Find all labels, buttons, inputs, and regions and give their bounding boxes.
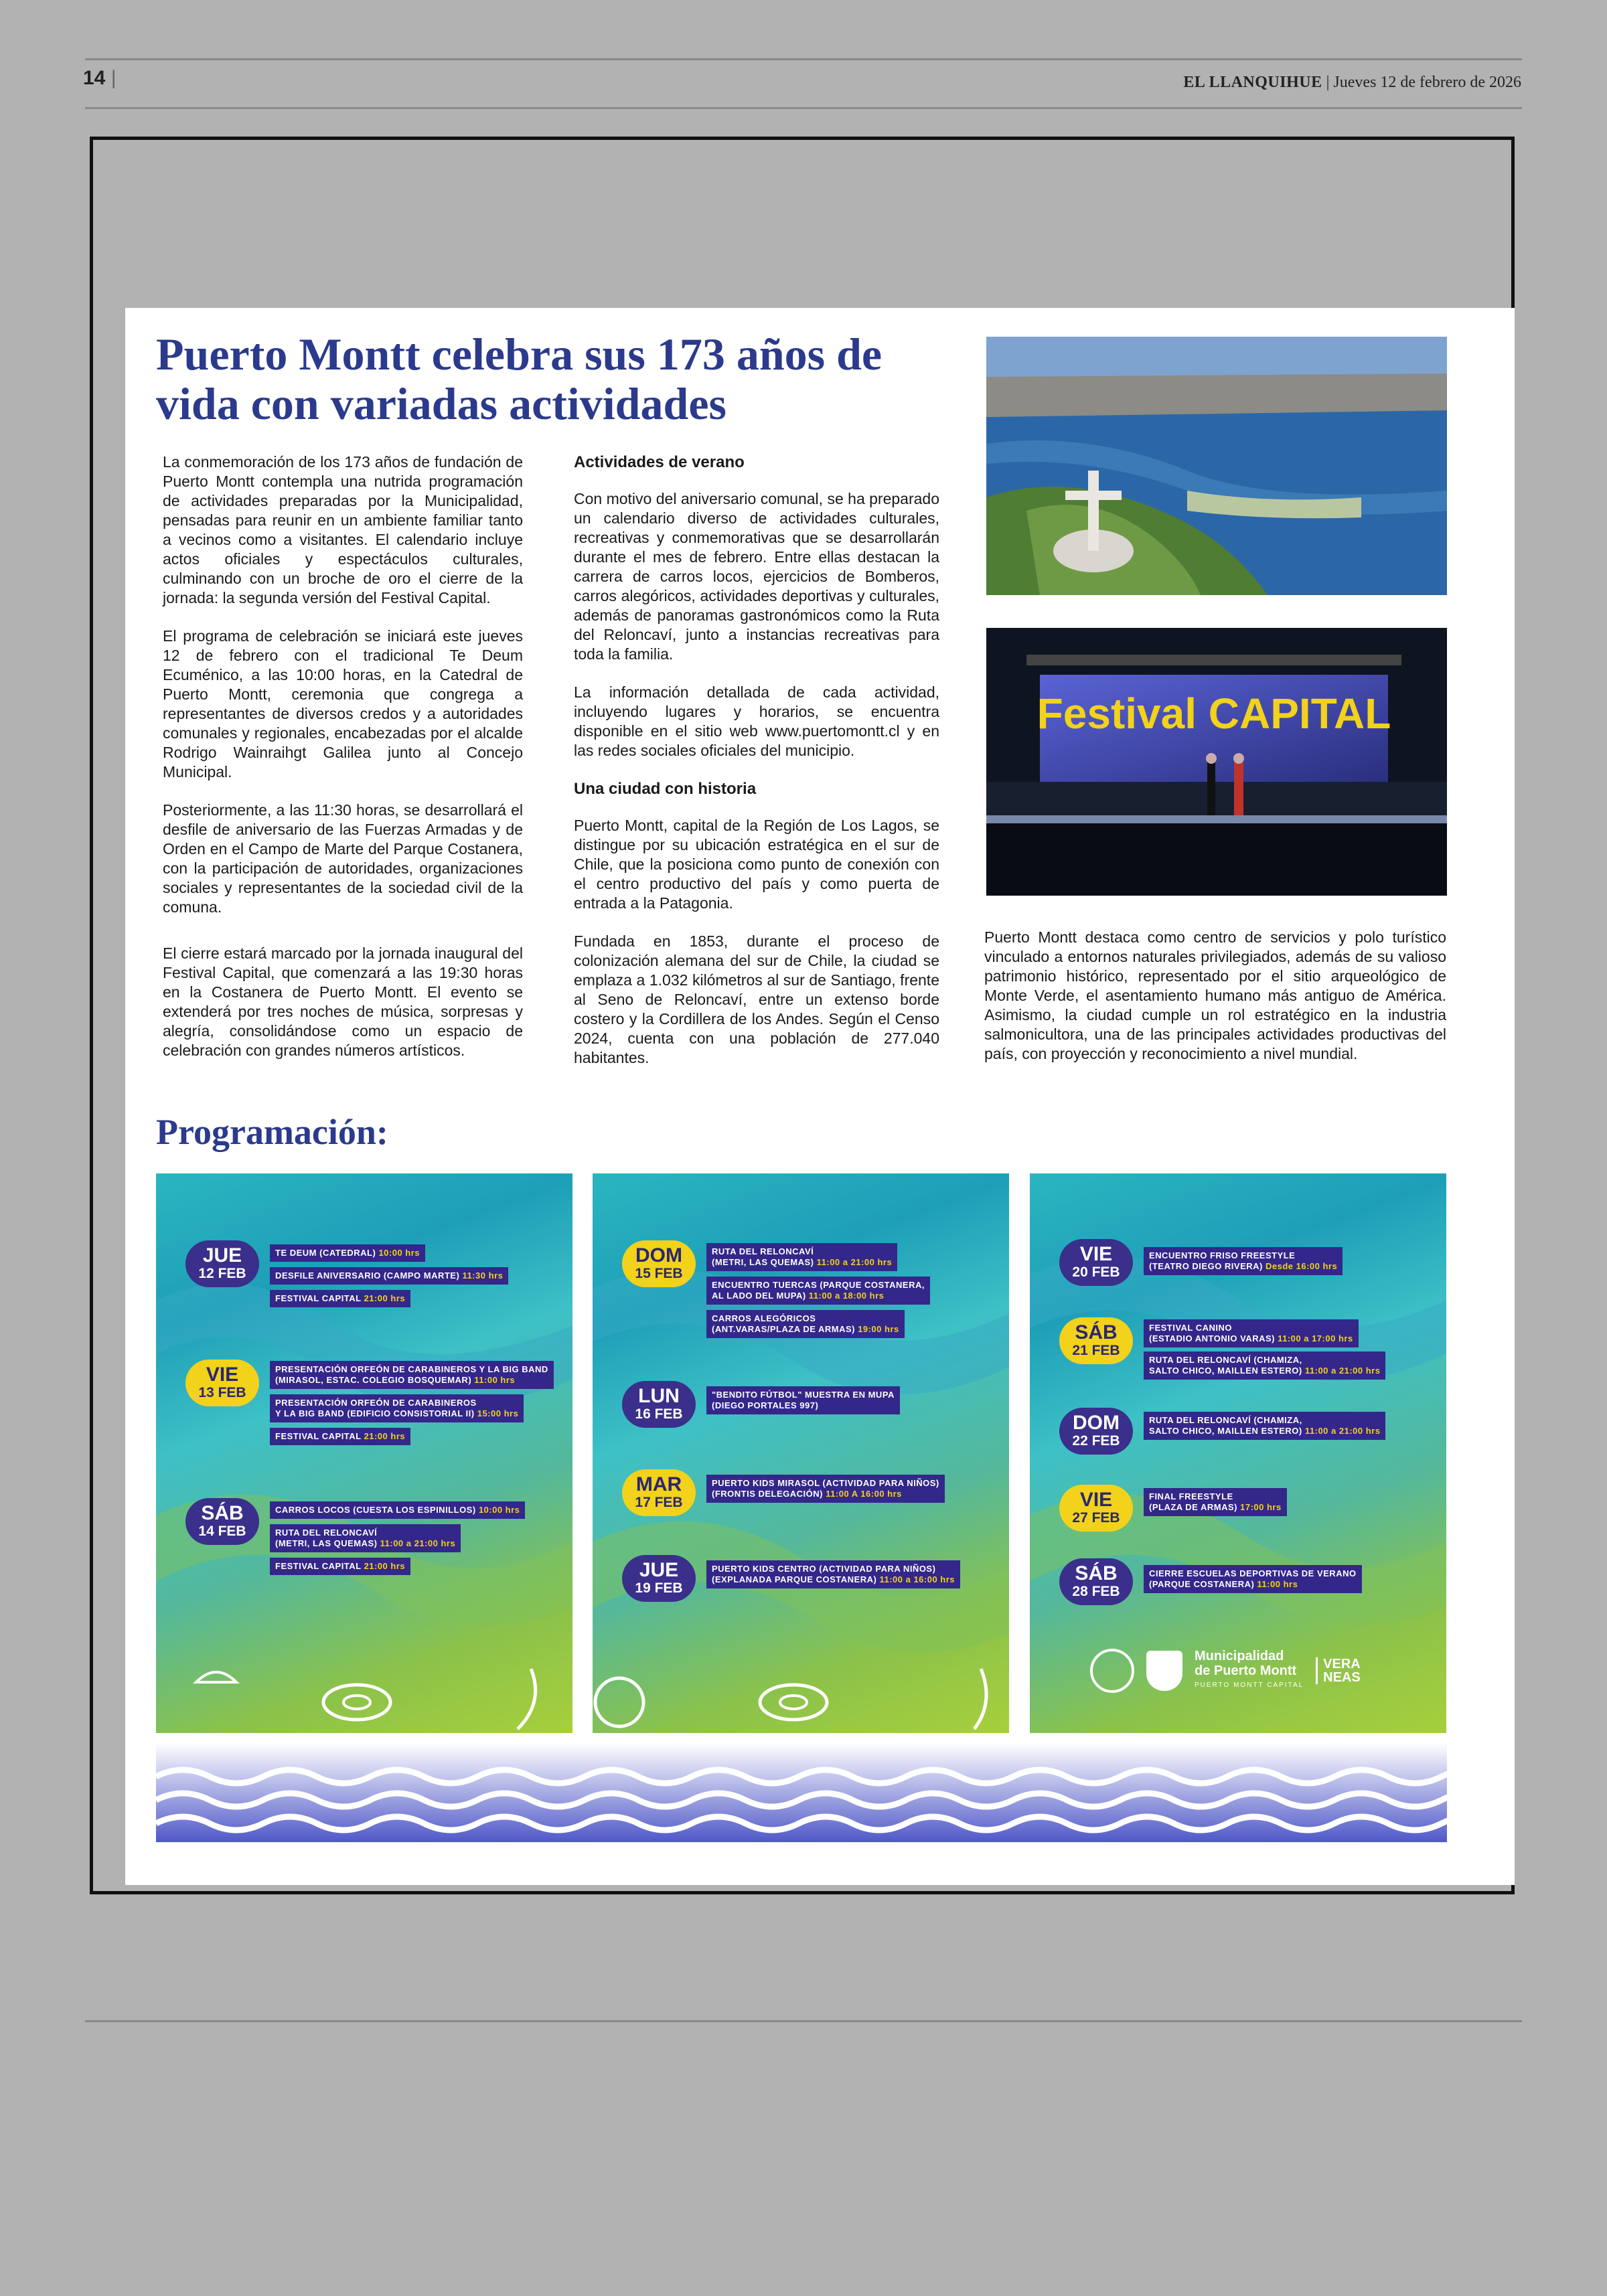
event-tag: FINAL FREESTYLE (PLAZA DE ARMAS) 17:00 hrs <box>1144 1488 1287 1516</box>
headline: Puerto Montt celebra sus 173 años de vida con variadas actividades <box>156 329 883 429</box>
day-badge: LUN 16 FEB <box>622 1381 696 1428</box>
program-poster-3 <box>1030 1173 1446 1733</box>
page-number: 14 | <box>83 67 117 89</box>
day-badge: SÁB 21 FEB <box>1059 1317 1133 1364</box>
event-tag: CIERRE ESCUELAS DEPORTIVAS DE VERANO (PARQUE COSTANERA) 11:00 hrs <box>1144 1565 1362 1593</box>
program-poster-1 <box>156 1173 572 1733</box>
paragraph: Fundada en 1853, durante el proceso de colonización alemana del sur de Chile, la ciudad se emplaza a 1.032 kilómetros al sur de Santiago, frente al Seno de Reloncaví, entre un extenso borde costero y la Cordillera de los Andes. Según el Censo 2024, cuenta con una población de 277.040 habitantes. <box>574 932 939 1066</box>
event-tag: ENCUENTRO TUERCAS (PARQUE COSTANERA, AL LADO DEL MUPA) 11:00 a 18:00 hrs <box>706 1277 930 1305</box>
footer-rule <box>85 2020 1522 2022</box>
programacion-title: Programación: <box>156 1112 388 1152</box>
day-badge: JUE 19 FEB <box>622 1555 696 1602</box>
day-badge: VIE 13 FEB <box>185 1360 259 1406</box>
newspaper-name: EL LLANQUIHUE <box>1183 74 1322 91</box>
event-tag: FESTIVAL CAPITAL 21:00 hrs <box>270 1428 410 1445</box>
event-tag: RUTA DEL RELONCAVÍ (CHAMIZA, SALTO CHICO, MAILLEN ESTERO) 11:00 a 21:00 hrs <box>1144 1412 1385 1440</box>
event-tag: CARROS LOCOS (CUESTA LOS ESPINILLOS) 10:00 hrs <box>270 1501 525 1519</box>
event-tag: DESFILE ANIVERSARIO (CAMPO MARTE) 11:30 hrs <box>270 1267 508 1285</box>
event-tag: RUTA DEL RELONCAVÍ (CHAMIZA, SALTO CHICO, MAILLEN ESTERO) 11:00 a 21:00 hrs <box>1144 1351 1385 1380</box>
municipalidad-logo-text: Municipalidad de Puerto Montt PUERTO MONTT CAPITAL <box>1195 1649 1304 1689</box>
day-badge: MAR 17 FEB <box>622 1469 696 1516</box>
photo-festival-stage <box>986 628 1447 896</box>
day-badge: SÁB 28 FEB <box>1059 1558 1133 1605</box>
paragraph: La conmemoración de los 173 años de fundación de Puerto Montt contempla una nutrida programación de actividades preparadas por la Municipalidad, pensadas para reunir en un ambiente familiar tanto a vecinos como a visitantes. El calendario incluye actos oficiales y espectáculos culturales, culminando con un broche de oro el cierre de la jornada: la segunda versión del Festival Capital. <box>163 453 523 606</box>
paragraph: El programa de celebración se iniciará este jueves 12 de febrero con el tradicional Te Deum Ecuménico, a las 10:00 horas, en la Catedral de Puerto Montt, ceremonia que congrega a representantes de diversos credos y a autoridades comunales y regionales, encabezadas por el alcalde Rodrigo Wainraihgt Galilea junto al Concejo Municipal. <box>163 627 523 781</box>
stage-sign: Festival CAPITAL <box>1037 689 1391 738</box>
sponsor-logos <box>1090 1649 1361 1693</box>
veraneas-logo: VERA NEAS <box>1316 1657 1361 1684</box>
article-column-3 <box>984 928 1446 1082</box>
masthead <box>1183 74 1521 92</box>
event-tag: "BENDITO FÚTBOL" MUESTRA EN MUPA (DIEGO PORTALES 997) <box>706 1386 900 1414</box>
paragraph: Con motivo del aniversario comunal, se ha preparado un calendario diverso de actividades culturales, recreativas y conmemorativas que se desarrollarán durante el mes de febrero. Entre ellas destacan la carrera de carros locos, ejercicios de Bomberos, carros alegóricos, actividades deportivas y culturales, además de panoramas gastronómicos como la Ruta del Reloncaví, junto a instancias recreativas para toda la familia. <box>574 490 939 663</box>
day-badge: VIE 27 FEB <box>1059 1485 1133 1532</box>
subheading-historia: Una ciudad con historia <box>574 780 757 798</box>
event-tag: FESTIVAL CAPITAL 21:00 hrs <box>270 1290 410 1307</box>
paragraph: La información detallada de cada actividad, incluyendo lugares y horarios, se encuentra disponible en el sitio web www.puertomontt.cl y en las redes sociales oficiales del municipio. <box>574 683 939 759</box>
day-badge: JUE 12 FEB <box>185 1240 259 1287</box>
day-badge: VIE 20 FEB <box>1059 1239 1133 1286</box>
paragraph: El cierre estará marcado por la jornada inaugural del Festival Capital, que comenzará a las 19:30 horas en la Costanera de Puerto Montt. El evento se extenderá por tres noches de música, sorpresas y alegría, consolidándose como un espacio de celebración con grandes números artísticos. <box>163 945 523 1059</box>
day-badge: DOM 22 FEB <box>1059 1408 1133 1455</box>
event-tag: PRESENTACIÓN ORFEÓN DE CARABINEROS Y LA BIG BAND (MIRASOL, ESTAC. COLEGIO BOSQUEMAR) 11:00 hrs <box>270 1361 554 1389</box>
publication-date: Jueves 12 de febrero de 2026 <box>1333 74 1521 91</box>
municipal-seal-icon <box>1090 1649 1134 1693</box>
event-tag: FESTIVAL CANINO (ESTADIO ANTONIO VARAS) 11:00 a 17:00 hrs <box>1144 1319 1359 1347</box>
event-tag: PRESENTACIÓN ORFEÓN DE CARABINEROS Y LA BIG BAND (EDIFICIO CONSISTORIAL II) 15:00 hrs <box>270 1394 524 1422</box>
event-tag: PUERTO KIDS CENTRO (ACTIVIDAD PARA NIÑOS) (EXPLANADA PARQUE COSTANERA) 11:00 a 16:00 hrs <box>706 1560 960 1588</box>
event-tag: FESTIVAL CAPITAL 21:00 hrs <box>270 1558 410 1575</box>
paragraph: Puerto Montt, capital de la Región de Los Lagos, se distingue por su ubicación estratégica en el sur de Chile, que la posiciona como punto de conexión con el centro productivo del país y como puerta de entrada a la Patagonia. <box>574 817 939 912</box>
article-column-2 <box>574 453 939 1086</box>
paragraph: Puerto Montt destaca como centro de servicios y polo turístico vinculado a entornos naturales privilegiados, además de su valioso patrimonio histórico, representado por el sitio arqueológico de Monte Verde, el asentamiento humano más antiguo de América. Asimismo, la ciudad cumple un rol estratégico en la industria salmonicultora, una de las principales actividades productivas del país, con proyección y reconocimiento a nivel mundial. <box>984 928 1446 1062</box>
event-tag: CARROS ALEGÓRICOS (ANT.VARAS/PLAZA DE ARMAS) 19:00 hrs <box>706 1310 905 1338</box>
decorative-wave-band <box>156 1743 1447 1842</box>
paragraph: Posteriormente, a las 11:30 horas, se desarrollará el desfile de aniversario de las Fuerzas Armadas y de Orden en el Campo de Marte del Parque Costanera, con la participación de autoridades, organizaciones sociales y representantes de la sociedad civil de la comuna. <box>163 801 523 916</box>
masthead-separator: | <box>1326 74 1330 91</box>
event-tag: RUTA DEL RELONCAVÍ (METRI, LAS QUEMAS) 11:00 a 21:00 hrs <box>706 1243 897 1271</box>
header-rule-top <box>85 58 1522 60</box>
day-badge: DOM 15 FEB <box>622 1240 696 1287</box>
subheading-actividades: Actividades de verano <box>574 453 745 471</box>
program-poster-2 <box>593 1173 1009 1733</box>
header-rule-bottom <box>85 107 1522 109</box>
event-tag: ENCUENTRO FRISO FREESTYLE (TEATRO DIEGO RIVERA) Desde 16:00 hrs <box>1144 1247 1343 1275</box>
municipal-shield-icon <box>1146 1651 1182 1691</box>
event-tag: TE DEUM (CATEDRAL) 10:00 hrs <box>270 1244 425 1262</box>
day-badge: SÁB 14 FEB <box>185 1498 259 1545</box>
article-column-1 <box>163 453 523 1079</box>
event-tag: PUERTO KIDS MIRASOL (ACTIVIDAD PARA NIÑOS) (FRONTIS DELEGACIÓN) 11:00 A 16:00 hrs <box>706 1475 945 1503</box>
photo-aerial-coast <box>986 337 1447 595</box>
event-tag: RUTA DEL RELONCAVÍ (METRI, LAS QUEMAS) 11:00 a 21:00 hrs <box>270 1524 461 1552</box>
